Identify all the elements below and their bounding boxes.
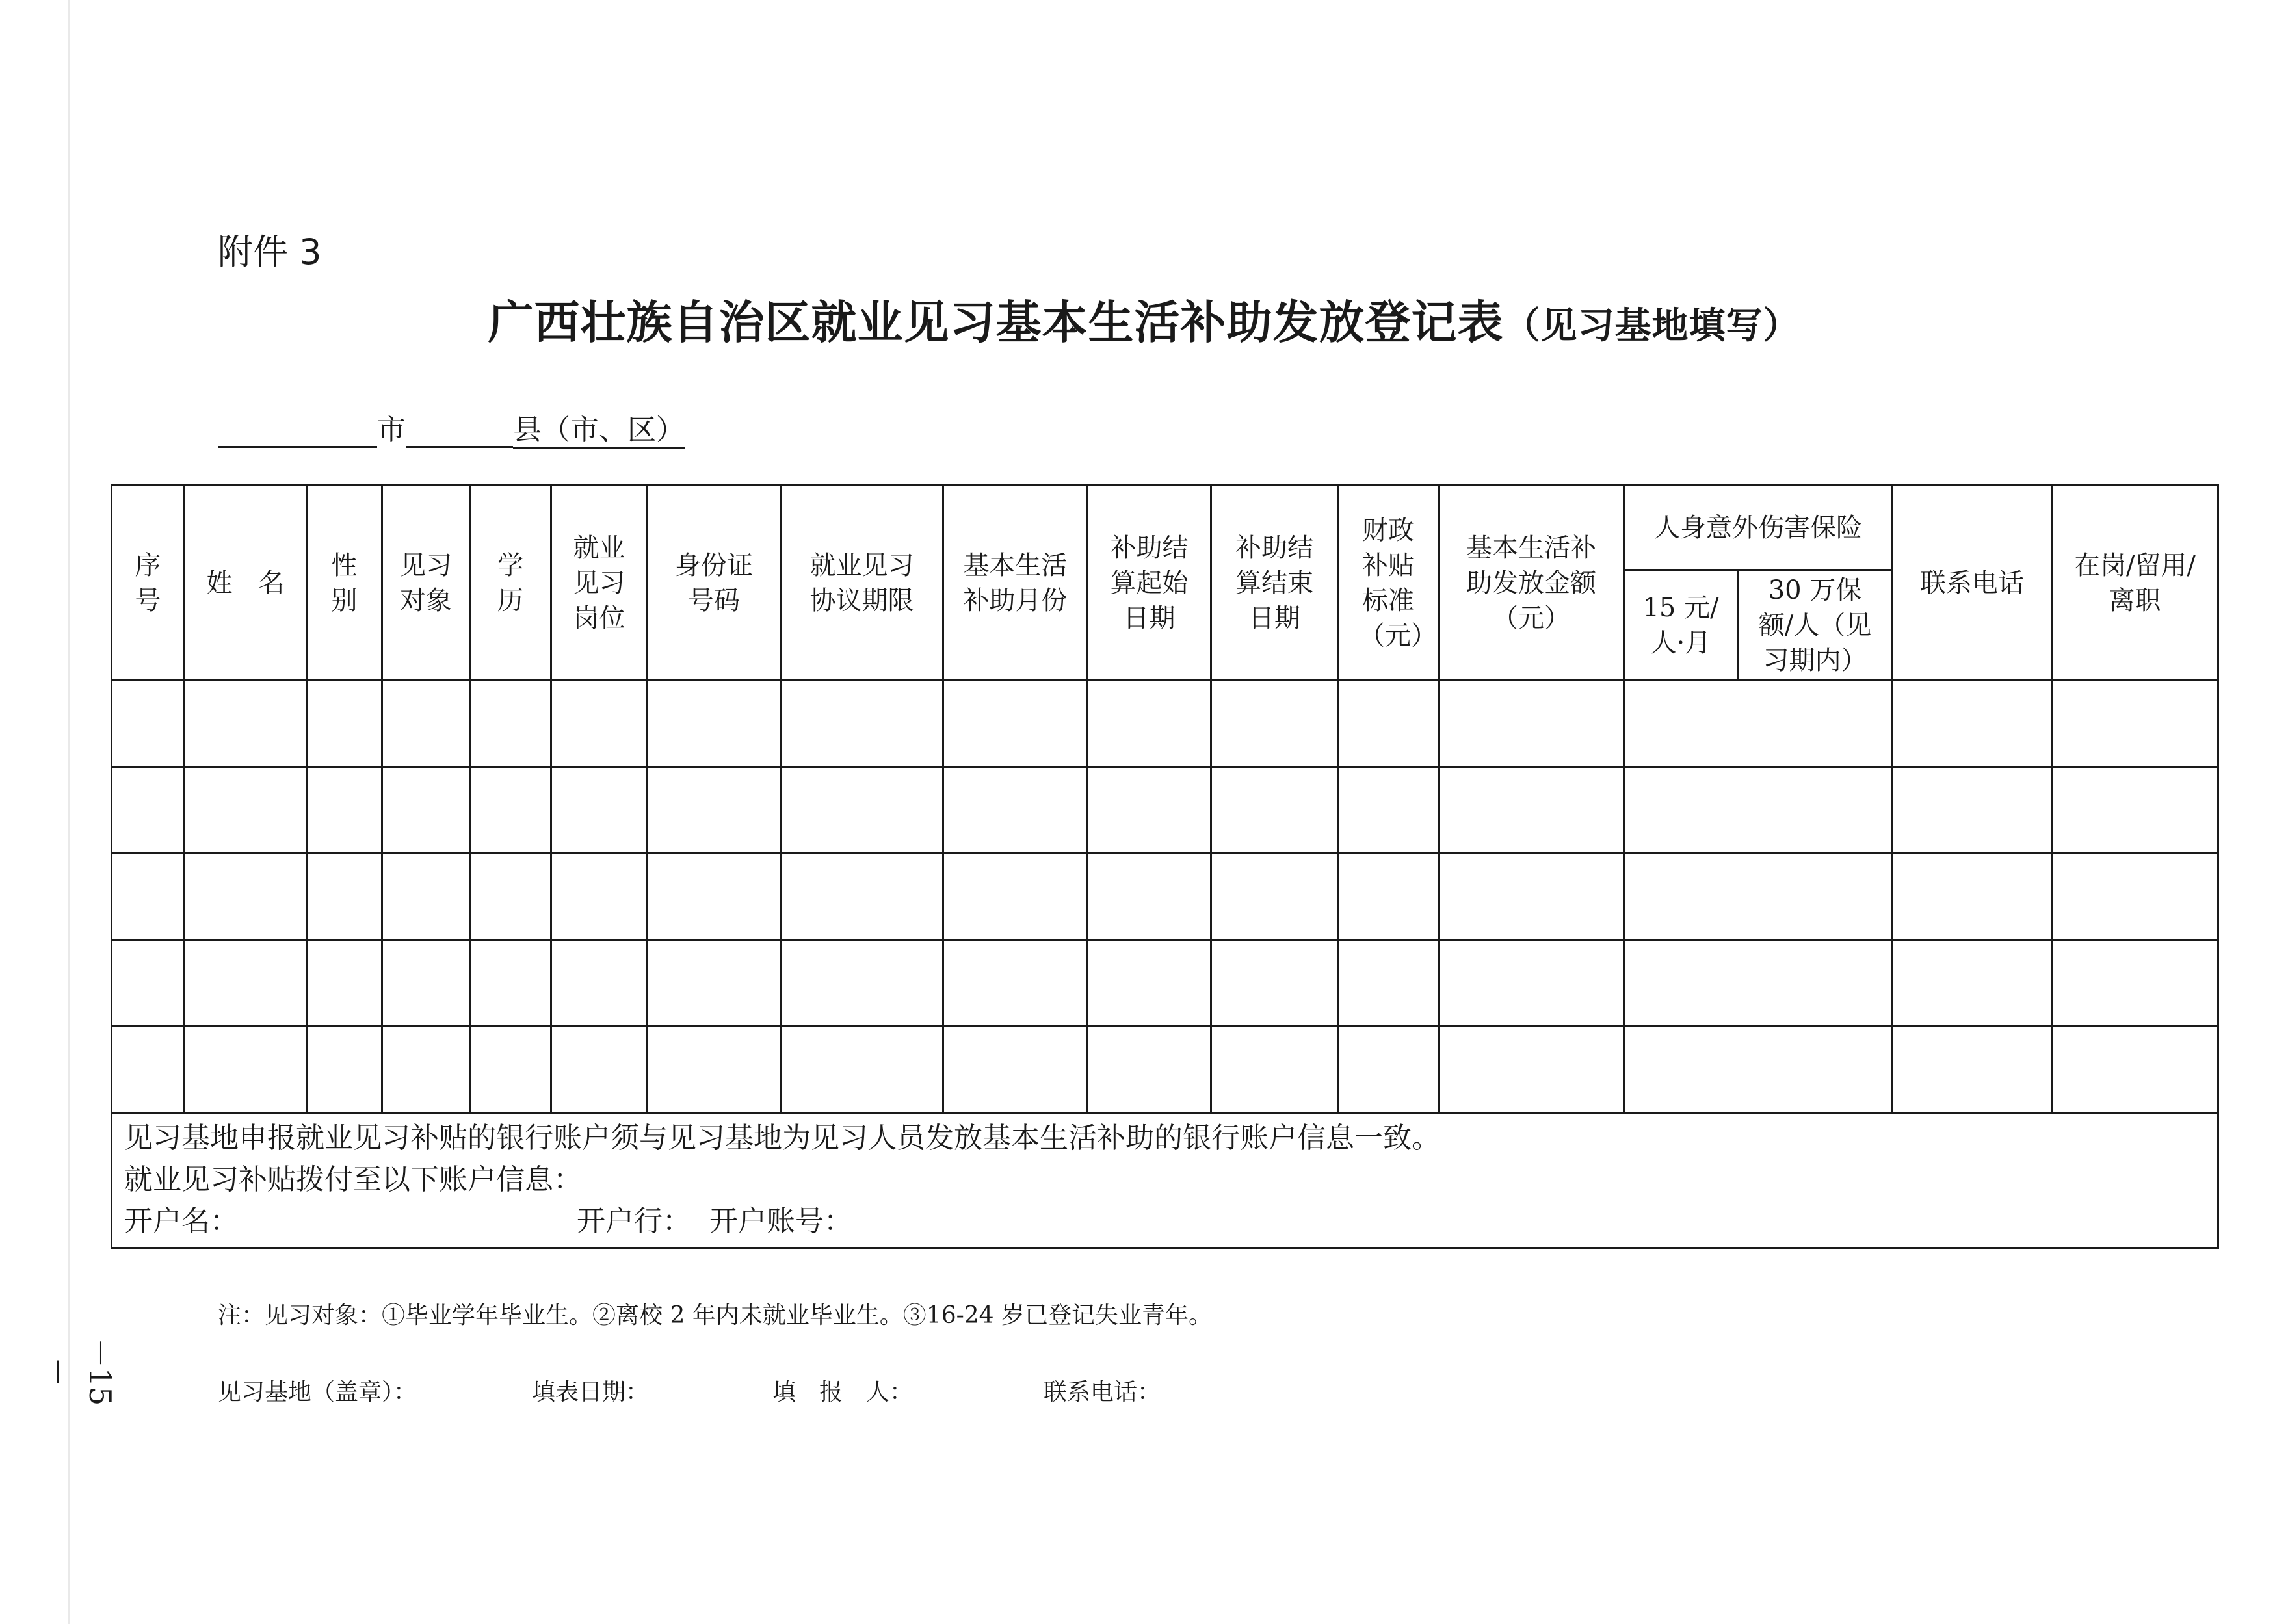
header-name: 姓 名: [185, 486, 307, 681]
note-line-2: 就业见习补贴拨付至以下账户信息：: [124, 1163, 582, 1197]
header-end-date: 补助结算结束日期: [1211, 486, 1338, 681]
header-phone: 联系电话: [1893, 486, 2052, 681]
header-insurance: 人身意外伤害保险: [1624, 486, 1893, 570]
header-subsidy-amount: 基本生活补助发放金额（元）: [1439, 486, 1624, 681]
document-title: [0, 286, 2288, 352]
bank-account-notes: [112, 1113, 2218, 1248]
table-row: [112, 681, 2218, 767]
header-gender: 性别: [307, 486, 382, 681]
header-status: 在岗/留用/离职: [2052, 486, 2218, 681]
city-suffix: 市: [377, 413, 406, 447]
header-seq: 序号: [112, 486, 185, 681]
account-name-label: 开户名：: [124, 1205, 239, 1238]
header-subsidy-month: 基本生活补助月份: [943, 486, 1088, 681]
header-insurance-coverage: 30 万保额/人（见习期内）: [1738, 570, 1893, 681]
table-row: [112, 854, 2218, 940]
header-education: 学历: [470, 486, 551, 681]
account-line: [124, 1201, 2205, 1242]
header-id-number: 身份证号码: [648, 486, 781, 681]
annex-label: 附件 3: [218, 231, 322, 272]
table-row: [112, 940, 2218, 1027]
region-line: [218, 406, 685, 448]
page-number: －15－: [40, 1337, 118, 1406]
header-fiscal-standard: 财政补贴标准（元）: [1338, 486, 1439, 681]
county-suffix: 县（市、区）: [513, 413, 685, 449]
sign-phone: 联系电话：: [1044, 1379, 1161, 1406]
sign-date: 填表日期：: [532, 1379, 650, 1406]
table-row: [112, 767, 2218, 854]
city-blank: [218, 416, 377, 448]
note-line-1: 见习基地申报就业见习补贴的银行账户须与见习基地为见习人员发放基本生活补助的银行账户信息一致。: [124, 1121, 1440, 1155]
title-main: 广西壮族自治区就业见习基本生活补助发放登记表: [488, 295, 1504, 349]
bank-label: 开户行：: [577, 1205, 691, 1238]
account-number-label: 开户账号：: [709, 1205, 852, 1238]
sign-filler: 填 报 人：: [772, 1379, 914, 1406]
footnote: 注：见习对象：①毕业学年毕业生。②离校 2 年内未就业毕业生。③16-24 岁已登记失业青年。: [218, 1302, 1213, 1329]
header-target: 见习对象: [382, 486, 470, 681]
header-start-date: 补助结算起始日期: [1088, 486, 1211, 681]
table-row: [112, 1027, 2218, 1113]
header-agreement-period: 就业见习协议期限: [781, 486, 943, 681]
county-blank: [406, 416, 513, 448]
header-insurance-rate: 15 元/人·月: [1624, 570, 1738, 681]
sign-base: 见习基地（盖章）：: [218, 1379, 417, 1406]
title-note: （见习基地填写）: [1503, 304, 1800, 347]
header-post: 就业见习岗位: [551, 486, 648, 681]
registration-table: [111, 484, 2219, 1249]
